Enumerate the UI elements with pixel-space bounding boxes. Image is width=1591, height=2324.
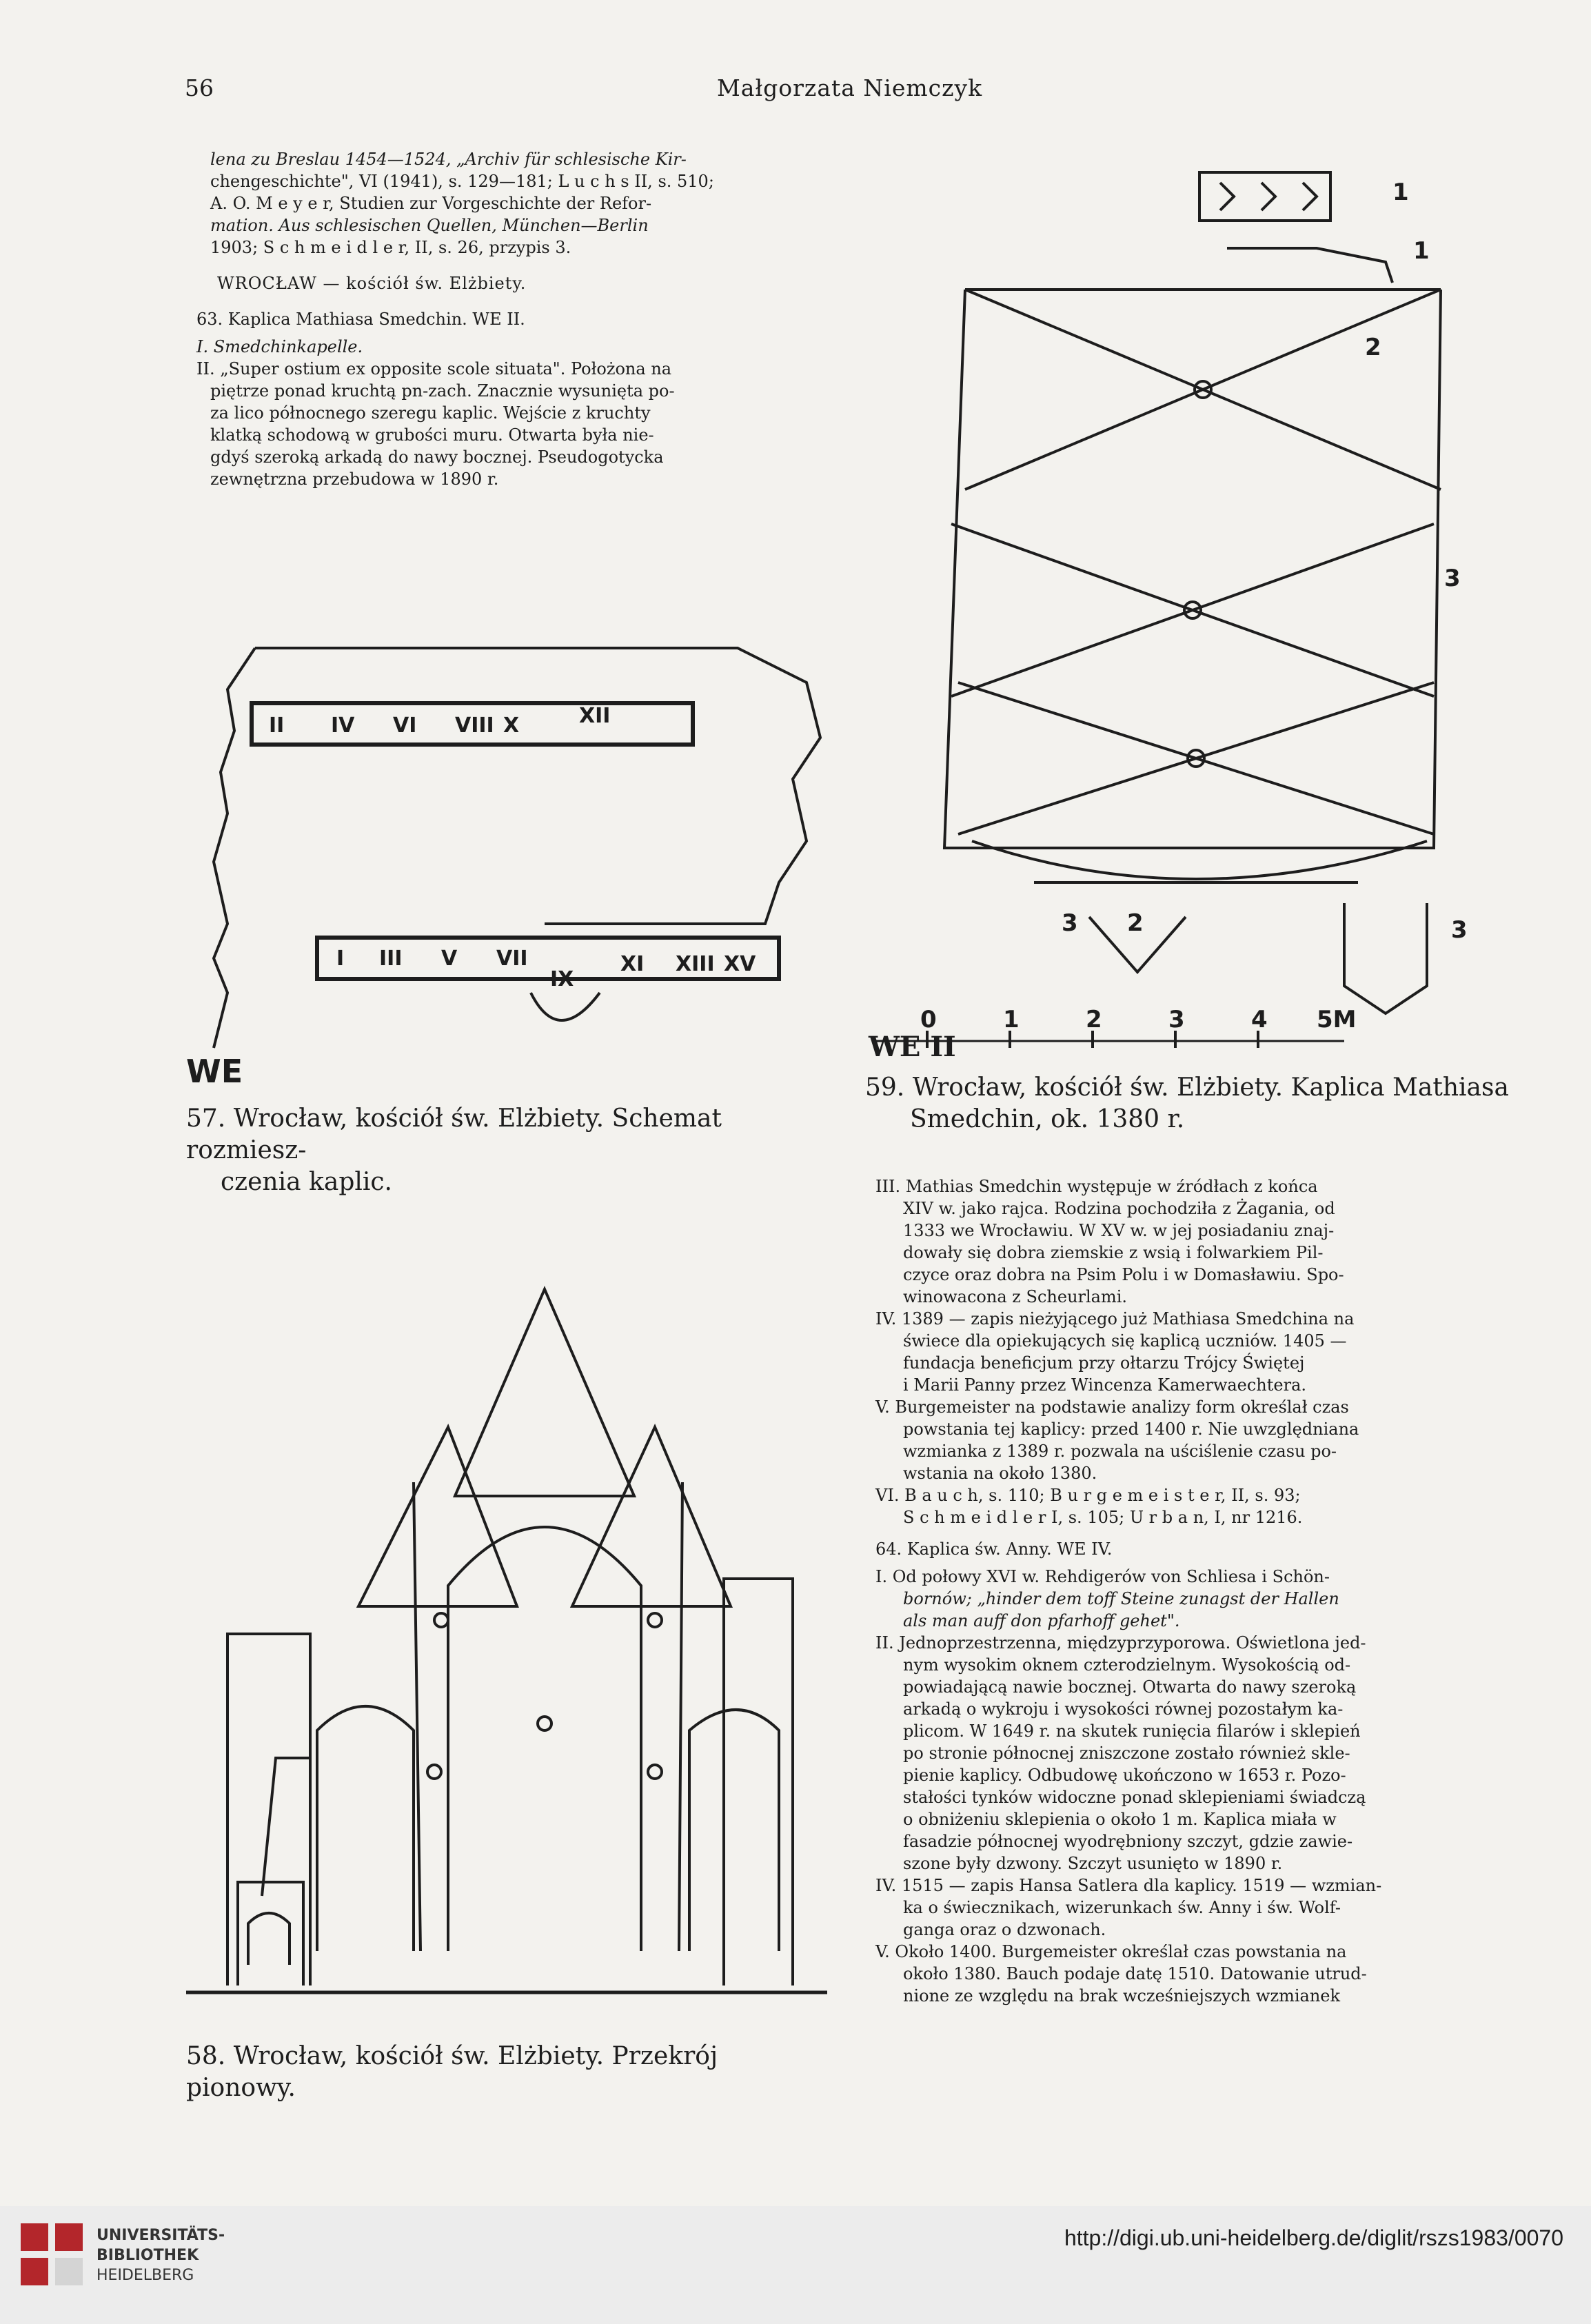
- marker: 3: [1062, 909, 1078, 937]
- entry-64-I-line: bornów; „hinder dem toff Steine zunagst der Hallen: [903, 1589, 1339, 1608]
- running-head-author: Małgorzata Niemczyk: [717, 74, 983, 101]
- place-heading: WROCŁAW — kościół św. Elżbiety.: [217, 274, 527, 293]
- entry-64-II-line: powiadającą nawie bocznej. Otwarta do nawy szeroką: [903, 1677, 1357, 1697]
- scale-label: 2: [1086, 1006, 1102, 1033]
- ref-line: chengeschichte", VI (1941), s. 129—181; L u c h s II, s. 510;: [210, 172, 714, 191]
- entry-63-VI-line: VI. B a u c h, s. 110; B u r g e m e i s t e r, II, s. 93;: [875, 1486, 1301, 1505]
- entry-64-II-line: szone były dzwony. Szczyt usunięto w 1890 r.: [903, 1854, 1283, 1873]
- chapel-label: XIII: [676, 952, 715, 976]
- marker: 1: [1413, 237, 1430, 265]
- entry-63-I: I. Smedchinkapelle.: [196, 337, 363, 356]
- scale-label: 4: [1251, 1006, 1268, 1033]
- caption-line: 57. Wrocław, kościół św. Elżbiety. Schemat rozmiesz-: [186, 1104, 722, 1164]
- ref-line: A. O. M e y e r, Studien zur Vorgeschichte der Refor-: [210, 194, 652, 213]
- entry-63-III-line: dowały się dobra ziemskie z wsią i folwarkiem Pil-: [903, 1243, 1324, 1262]
- entry-63-V-line: V. Burgemeister na podstawie analizy form określał czas: [875, 1397, 1349, 1417]
- entry-64-II-line: po stronie północnej zniszczone zostało również skle-: [903, 1744, 1350, 1763]
- library-logo-icon: [21, 2223, 86, 2289]
- entry-63-V-line: wstania na około 1380.: [903, 1464, 1097, 1483]
- source-url-link[interactable]: http://digi.ub.uni-heidelberg.de/diglit/rszs1983/0070: [1064, 2225, 1563, 2250]
- entry-63-III-line: XIV w. jako rajca. Rodzina pochodziła z Żagania, od: [903, 1199, 1335, 1218]
- entry-63-II-line: za lico północnego szeregu kaplic. Wejście z kruchty: [210, 403, 651, 423]
- chapel-label: XV: [724, 952, 756, 976]
- caption-line: 59. Wrocław, kościół św. Elżbiety. Kaplica Mathiasa: [865, 1073, 1509, 1102]
- scale-label: 0: [920, 1006, 937, 1033]
- entry-63-II-line: piętrze ponad kruchtą pn-zach. Znacznie wysunięta po-: [210, 381, 675, 401]
- entry-64-II-line: plicom. W 1649 r. na skutek runięcia filarów i sklepień: [903, 1721, 1361, 1741]
- scale-label: 3: [1168, 1006, 1185, 1033]
- entry-64-II-line: nym wysokim oknem czterodzielnym. Wysokością od-: [903, 1655, 1351, 1675]
- viewer-footer: [0, 2206, 1591, 2324]
- entry-64-I-line: als man auff don pfarhoff gehet".: [903, 1611, 1180, 1630]
- entry-64-II-line: pienie kaplicy. Odbudowę ukończono w 1653 r. Pozo-: [903, 1766, 1346, 1785]
- chapel-label: III: [379, 947, 403, 971]
- entry-63-IV-line: i Marii Panny przez Wincenza Kamerwaechtera.: [903, 1375, 1307, 1395]
- chapel-label: IX: [550, 967, 574, 991]
- entry-64-IV-line: IV. 1515 — zapis Hansa Satlera dla kaplicy. 1519 — wzmian-: [875, 1876, 1382, 1895]
- chapel-label: XI: [620, 952, 645, 976]
- entry-63-V-line: wzmianka z 1389 r. pozwala na uściślenie czasu po-: [903, 1442, 1337, 1461]
- left-text-block: [196, 148, 831, 490]
- fig59-label: WE II: [869, 1031, 956, 1063]
- fig59-chapel-plan-drawing: [862, 145, 1517, 1055]
- fig57-chapel-plan: [172, 634, 834, 1089]
- entry-64-II-line: stałości tynków widoczne ponad sklepieniami świadczą: [903, 1788, 1366, 1807]
- entry-64-V-line: około 1380. Bauch podaje datę 1510. Datowanie utrud-: [903, 1964, 1367, 1983]
- scale-label: 1: [1003, 1006, 1020, 1033]
- right-text-block: [875, 1175, 1496, 2007]
- entry-64-V-line: V. Około 1400. Burgemeister określał czas powstania na: [875, 1942, 1347, 1961]
- entry-63-V-line: powstania tej kaplicy: przed 1400 r. Nie uwzględniana: [903, 1419, 1359, 1439]
- entry-63-III-line: winowacona z Scheurlami.: [903, 1287, 1128, 1306]
- entry-63-II-line: zewnętrzna przebudowa w 1890 r.: [210, 469, 499, 489]
- caption-line: Smedchin, ok. 1380 r.: [910, 1105, 1185, 1133]
- marker: 1: [1392, 179, 1409, 206]
- library-name-line: HEIDELBERG: [97, 2267, 194, 2284]
- entry-64-V-line: nione ze względu na brak wcześniejszych wzmianek: [903, 1986, 1341, 2005]
- entry-64-II-line: II. Jednoprzestrzenna, międzyprzyporowa. Oświetlona jed-: [875, 1633, 1366, 1653]
- chapel-label: II: [269, 714, 285, 738]
- marker: 3: [1451, 916, 1468, 944]
- entry-63-II-line: II. „Super ostium ex opposite scole situata". Położona na: [196, 359, 672, 378]
- chapel-label: V: [441, 947, 458, 971]
- page-number: 56: [185, 74, 214, 101]
- entry-64-II-line: o obniżeniu sklepienia o około 1 m. Kaplica miała w: [903, 1810, 1337, 1829]
- entry-64-IV-line: ka o świecznikach, wizerunkach św. Anny i św. Wolf-: [903, 1898, 1341, 1917]
- entry-63-IV-line: świece dla opiekujących się kaplicą uczniów. 1405 —: [903, 1331, 1347, 1351]
- marker: 2: [1365, 334, 1381, 361]
- fig57-caption: [186, 1103, 834, 1198]
- entry-63-title: 63. Kaplica Mathiasa Smedchin. WE II.: [196, 310, 525, 329]
- entry-63-VI-line: S c h m e i d l e r I, s. 105; U r b a n, I, nr 1216.: [903, 1508, 1303, 1527]
- chapel-label: X: [503, 714, 520, 738]
- fig59-caption: [865, 1072, 1527, 1135]
- ref-line: mation. Aus schlesischen Quellen, München—Berlin: [210, 216, 649, 235]
- fig58-caption: 58. Wrocław, kościół św. Elżbiety. Przekrój pionowy.: [186, 2042, 718, 2102]
- chapel-label: IV: [331, 714, 355, 738]
- library-name: [97, 2225, 225, 2285]
- ref-line: lena zu Breslau 1454—1524, „Archiv für schlesische Kir-: [210, 150, 687, 169]
- entry-63-II-line: klatką schodową w grubości muru. Otwarta była nie-: [210, 425, 654, 445]
- entry-63-III-line: III. Mathias Smedchin występuje w źródłach z końca: [875, 1177, 1318, 1196]
- entry-63-IV-line: IV. 1389 — zapis nieżyjącego już Mathiasa Smedchina na: [875, 1309, 1355, 1328]
- ref-line: 1903; S c h m e i d l e r, II, s. 26, przypis 3.: [210, 238, 571, 257]
- scale-label: 5M: [1317, 1006, 1357, 1033]
- marker: 2: [1127, 909, 1144, 937]
- entry-64-I-line: I. Od połowy XVI w. Rehdigerów von Schliesa i Schön-: [875, 1567, 1330, 1586]
- caption-line: czenia kaplic.: [221, 1168, 392, 1196]
- marker: 3: [1444, 565, 1461, 592]
- library-name-line: BIBLIOTHEK: [97, 2247, 199, 2264]
- chapel-label: I: [336, 947, 345, 971]
- entry-64-II-line: arkadą o wykroju i wysokości równej pozostałym ka-: [903, 1699, 1344, 1719]
- entry-63-III-line: czyce oraz dobra na Psim Polu i w Domasławiu. Spo-: [903, 1265, 1344, 1284]
- chapel-label: VIII: [455, 714, 494, 738]
- entry-63-III-line: 1333 we Wrocławiu. W XV w. w jej posiadaniu znaj-: [903, 1221, 1335, 1240]
- chapel-label: VI: [393, 714, 417, 738]
- entry-63-II-line: gdyś szeroką arkadą do nawy bocznej. Pseudogotycka: [210, 447, 664, 467]
- entry-64-II-line: fasadzie północnej wyodrębniony szczyt, gdzie zawie-: [903, 1832, 1353, 1851]
- chapel-label: XII: [579, 704, 611, 728]
- entry-64-IV-line: ganga oraz o dzwonach.: [903, 1920, 1106, 1939]
- entry-64-title: 64. Kaplica św. Anny. WE IV.: [875, 1539, 1113, 1559]
- library-name-line: UNIVERSITÄTS-: [97, 2227, 225, 2244]
- fig57-label: WE: [186, 1053, 243, 1089]
- entry-63-IV-line: fundacja beneficjum przy ołtarzu Trójcy Świętej: [903, 1353, 1305, 1373]
- fig58-vertical-section: [186, 1275, 827, 2020]
- chapel-label: VII: [496, 947, 528, 971]
